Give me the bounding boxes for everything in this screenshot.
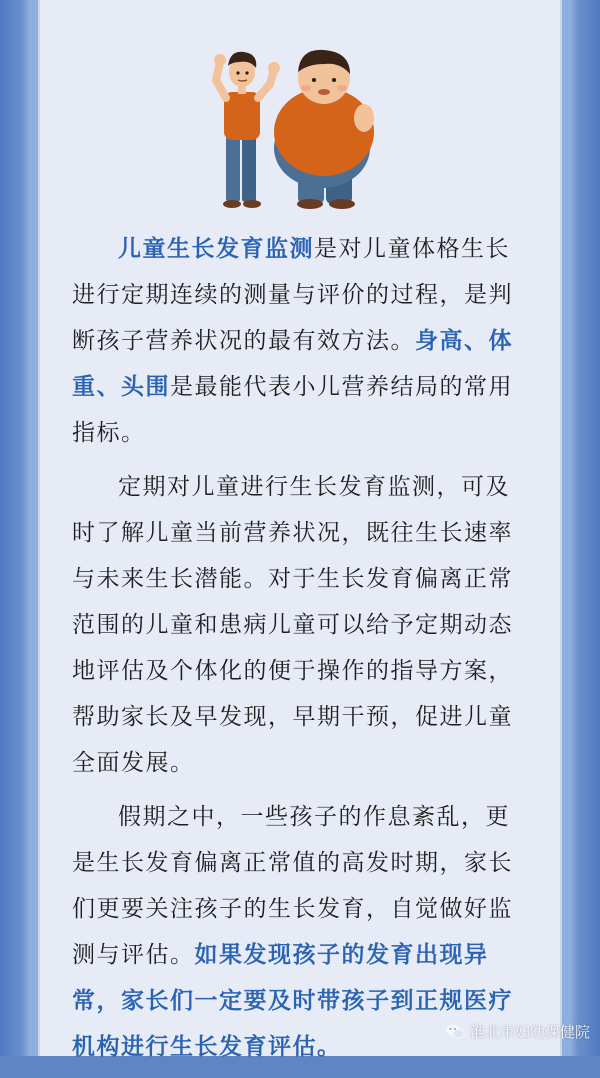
overweight-man-figure [274, 50, 374, 209]
article-body [72, 226, 532, 1078]
highlight-growth-monitoring: 儿童生长发育监测 [118, 236, 314, 262]
thin-and-overweight-men-illustration [200, 36, 400, 218]
paragraph-1-text-a: 是对儿童体格生长进行定期连续的测量与评价的过程，是判断孩子营养状况的最有效方法。 [72, 236, 513, 354]
paragraph-3-text: 假期之中，一些孩子的作息紊乱，更是生长发育偏离正常值的高发时期，家长们更要关注孩子的生长发育，自觉做好监测与评估。 [72, 804, 513, 968]
watermark [445, 1021, 590, 1042]
thin-man-figure [214, 52, 280, 208]
paragraph-1-text-b: 是最能代表小儿营养结局的常用指标。 [72, 374, 513, 446]
highlight-advice: 如果发现孩子的发育出现异常，家长们一定要及时带孩子到正规医疗机构进行生长发育评估。 [72, 942, 513, 1060]
watermark-text: 淮北市妇幼保健院 [470, 1021, 590, 1042]
highlight-indicators: 身高、体重、头围 [72, 328, 513, 400]
paragraph-2: 定期对儿童进行生长发育监测，可及时了解儿童当前营养状况，既往生长速率与未来生长潜能。对于生长发育偏离正常范围的儿童和患病儿童可以给予定期动态地评估及个体化的便于操作的指导方案，帮助家长及早发现，早期干预，促进儿童全面发展。 [72, 464, 532, 786]
wechat-icon [445, 1023, 465, 1041]
paragraph-1 [72, 226, 532, 456]
